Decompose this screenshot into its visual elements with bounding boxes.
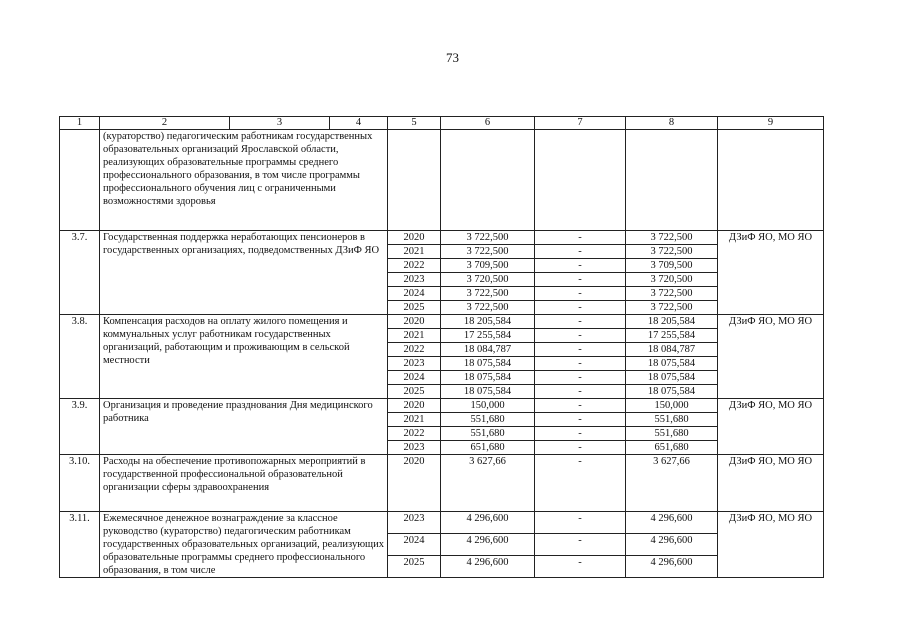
header-cell: 5 xyxy=(388,117,441,130)
amount-total-cell: 18 075,584 xyxy=(441,385,535,399)
empty-cell xyxy=(718,130,824,231)
budget-table xyxy=(59,116,824,578)
amount-regional-cell: 18 075,584 xyxy=(626,385,718,399)
table-row xyxy=(60,512,824,534)
amount-regional-cell: 3 722,500 xyxy=(626,301,718,315)
empty-cell xyxy=(535,130,626,231)
year-cell: 2023 xyxy=(388,357,441,371)
year-cell: 2025 xyxy=(388,385,441,399)
amount-regional-cell: 150,000 xyxy=(626,399,718,413)
amount-regional-cell: 4 296,600 xyxy=(626,512,718,534)
amount-federal-cell: - xyxy=(535,441,626,455)
table-row xyxy=(60,455,824,512)
header-cell: 8 xyxy=(626,117,718,130)
amount-total-cell: 4 296,600 xyxy=(441,534,535,556)
amount-total-cell: 18 084,787 xyxy=(441,343,535,357)
year-cell: 2024 xyxy=(388,371,441,385)
row-number xyxy=(60,130,100,231)
row-description: Организация и проведение празднования Дня медицинского работника xyxy=(100,399,388,455)
amount-regional-cell: 18 205,584 xyxy=(626,315,718,329)
amount-regional-cell: 17 255,584 xyxy=(626,329,718,343)
amount-total-cell: 3 627,66 xyxy=(441,455,535,512)
amount-regional-cell: 4 296,600 xyxy=(626,534,718,556)
amount-regional-cell: 3 722,500 xyxy=(626,287,718,301)
empty-cell xyxy=(388,130,441,231)
year-cell: 2022 xyxy=(388,259,441,273)
amount-federal-cell: - xyxy=(535,534,626,556)
row-description: Компенсация расходов на оплату жилого помещения и коммунальных услуг работникам государственных организаций, работающим и проживающим в сельской местности xyxy=(100,315,388,399)
amount-total-cell: 18 205,584 xyxy=(441,315,535,329)
header-cell: 4 xyxy=(330,117,388,130)
row-number: 3.8. xyxy=(60,315,100,399)
year-cell: 2023 xyxy=(388,273,441,287)
row-number: 3.10. xyxy=(60,455,100,512)
row-number: 3.11. xyxy=(60,512,100,578)
empty-cell xyxy=(441,130,535,231)
year-cell: 2020 xyxy=(388,315,441,329)
amount-total-cell: 150,000 xyxy=(441,399,535,413)
amount-federal-cell: - xyxy=(535,273,626,287)
amount-total-cell: 3 709,500 xyxy=(441,259,535,273)
year-cell: 2025 xyxy=(388,556,441,578)
amount-regional-cell: 18 075,584 xyxy=(626,357,718,371)
amount-total-cell: 3 722,500 xyxy=(441,301,535,315)
table-row xyxy=(60,231,824,245)
year-cell: 2021 xyxy=(388,329,441,343)
amount-total-cell: 17 255,584 xyxy=(441,329,535,343)
executor-cell: ДЗиФ ЯО, МО ЯО xyxy=(718,231,824,315)
executor-cell: ДЗиФ ЯО, МО ЯО xyxy=(718,512,824,578)
amount-total-cell: 3 722,500 xyxy=(441,245,535,259)
year-cell: 2021 xyxy=(388,245,441,259)
row-description: Ежемесячное денежное вознаграждение за классное руководство (кураторство) педагогическим работникам государственных образовательных организаций, реализующих образовательные программы среднего профессионального образования, в том числе xyxy=(100,512,388,578)
executor-cell: ДЗиФ ЯО, МО ЯО xyxy=(718,455,824,512)
continuation-row xyxy=(60,130,824,231)
amount-regional-cell: 18 084,787 xyxy=(626,343,718,357)
amount-total-cell: 3 722,500 xyxy=(441,287,535,301)
amount-federal-cell: - xyxy=(535,556,626,578)
amount-federal-cell: - xyxy=(535,259,626,273)
year-cell: 2025 xyxy=(388,301,441,315)
amount-federal-cell: - xyxy=(535,245,626,259)
amount-federal-cell: - xyxy=(535,427,626,441)
amount-total-cell: 4 296,600 xyxy=(441,556,535,578)
executor-cell: ДЗиФ ЯО, МО ЯО xyxy=(718,399,824,455)
header-cell: 1 xyxy=(60,117,100,130)
amount-total-cell: 551,680 xyxy=(441,427,535,441)
header-cell: 6 xyxy=(441,117,535,130)
amount-total-cell: 3 722,500 xyxy=(441,231,535,245)
executor-cell: ДЗиФ ЯО, МО ЯО xyxy=(718,315,824,399)
year-cell: 2024 xyxy=(388,534,441,556)
row-description: Государственная поддержка неработающих пенсионеров в государственных организациях, подведомственных ДЗиФ ЯО xyxy=(100,231,388,315)
amount-total-cell: 4 296,600 xyxy=(441,512,535,534)
page-number: 73 xyxy=(446,50,459,65)
header-cell: 3 xyxy=(230,117,330,130)
amount-regional-cell: 3 627,66 xyxy=(626,455,718,512)
amount-federal-cell: - xyxy=(535,357,626,371)
amount-federal-cell: - xyxy=(535,413,626,427)
table-header-row xyxy=(60,117,824,130)
table-row xyxy=(60,315,824,329)
table-row xyxy=(60,399,824,413)
row-number: 3.9. xyxy=(60,399,100,455)
amount-regional-cell: 3 722,500 xyxy=(626,245,718,259)
year-cell: 2022 xyxy=(388,343,441,357)
row-description: (кураторство) педагогическим работникам государственных образовательных организаций Ярославской области, реализующих образовательные программы среднего профессионального образования, в том числе программы профессионального обучения лиц с ограниченными возможностями здоровья xyxy=(100,130,388,231)
amount-federal-cell: - xyxy=(535,301,626,315)
amount-total-cell: 651,680 xyxy=(441,441,535,455)
year-cell: 2020 xyxy=(388,399,441,413)
amount-regional-cell: 551,680 xyxy=(626,413,718,427)
amount-regional-cell: 551,680 xyxy=(626,427,718,441)
year-cell: 2021 xyxy=(388,413,441,427)
amount-total-cell: 18 075,584 xyxy=(441,357,535,371)
header-cell: 9 xyxy=(718,117,824,130)
year-cell: 2020 xyxy=(388,231,441,245)
amount-regional-cell: 3 720,500 xyxy=(626,273,718,287)
empty-cell xyxy=(626,130,718,231)
year-cell: 2023 xyxy=(388,441,441,455)
amount-regional-cell: 3 709,500 xyxy=(626,259,718,273)
amount-total-cell: 3 720,500 xyxy=(441,273,535,287)
amount-federal-cell: - xyxy=(535,315,626,329)
amount-federal-cell: - xyxy=(535,371,626,385)
amount-federal-cell: - xyxy=(535,287,626,301)
amount-federal-cell: - xyxy=(535,231,626,245)
amount-total-cell: 18 075,584 xyxy=(441,371,535,385)
year-cell: 2023 xyxy=(388,512,441,534)
year-cell: 2022 xyxy=(388,427,441,441)
amount-regional-cell: 651,680 xyxy=(626,441,718,455)
amount-federal-cell: - xyxy=(535,455,626,512)
amount-federal-cell: - xyxy=(535,343,626,357)
header-cell: 7 xyxy=(535,117,626,130)
amount-federal-cell: - xyxy=(535,399,626,413)
row-description: Расходы на обеспечение противопожарных мероприятий в государственной профессиональной образовательной организации сферы здравоохранения xyxy=(100,455,388,512)
amount-regional-cell: 4 296,600 xyxy=(626,556,718,578)
amount-federal-cell: - xyxy=(535,512,626,534)
amount-federal-cell: - xyxy=(535,385,626,399)
year-cell: 2020 xyxy=(388,455,441,512)
amount-regional-cell: 3 722,500 xyxy=(626,231,718,245)
header-cell: 2 xyxy=(100,117,230,130)
amount-federal-cell: - xyxy=(535,329,626,343)
year-cell: 2024 xyxy=(388,287,441,301)
row-number: 3.7. xyxy=(60,231,100,315)
amount-total-cell: 551,680 xyxy=(441,413,535,427)
amount-regional-cell: 18 075,584 xyxy=(626,371,718,385)
